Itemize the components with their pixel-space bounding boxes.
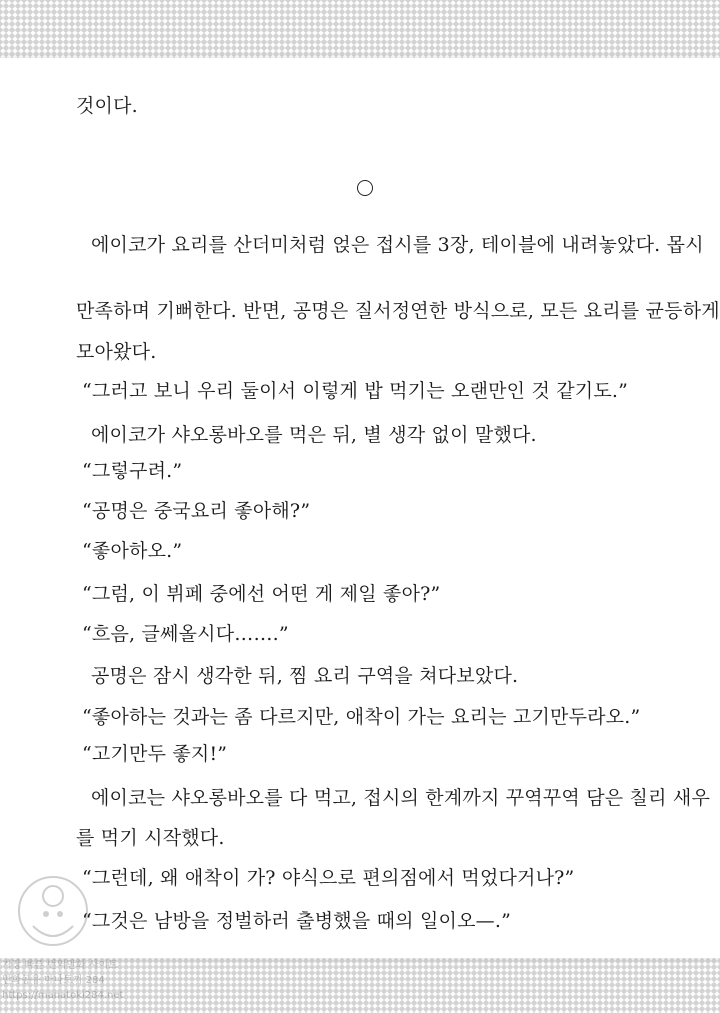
text-line: “그것은 남방을 정벌하러 출병했을 때의 일이오—.” bbox=[82, 910, 511, 932]
mascot-logo-icon bbox=[8, 866, 98, 956]
text-line: “고기만두 좋지!” bbox=[82, 743, 228, 765]
decorative-pattern-top bbox=[0, 0, 720, 60]
scene-break-circle-icon bbox=[357, 180, 373, 196]
text-line: 에이코가 샤오롱바오를 먹은 뒤, 별 생각 없이 말했다. bbox=[91, 424, 537, 446]
watermark-line: 가장 빠른 번역만화 사이트 bbox=[2, 960, 118, 971]
text-line: 에이코는 샤오롱바오를 다 먹고, 접시의 한계까지 꾸역꾸역 담은 칠리 새우 bbox=[91, 787, 711, 809]
text-line: 공명은 잠시 생각한 뒤, 찜 요리 구역을 쳐다보았다. bbox=[91, 665, 519, 687]
text-line: “좋아하는 것과는 좀 다르지만, 애착이 가는 요리는 고기만두라오.” bbox=[82, 706, 641, 728]
text-line: 를 먹기 시작했다. bbox=[76, 827, 225, 849]
site-watermark bbox=[0, 860, 124, 1013]
text-line: “공명은 중국요리 좋아해?” bbox=[82, 500, 311, 522]
text-line: “좋아하오.” bbox=[82, 540, 183, 562]
text-line: “그럼, 이 뷔페 중에선 어떤 게 제일 좋아?” bbox=[82, 583, 441, 605]
text-line: “그렇구려.” bbox=[82, 460, 183, 482]
text-line: “그러고 보니 우리 둘이서 이렇게 밥 먹기는 오랜만인 것 같기도.” bbox=[82, 380, 629, 402]
watermark-url: https://manatoki284.net bbox=[2, 990, 124, 1001]
text-line: 만족하며 기뻐한다. 반면, 공명은 질서정연한 방식으로, 모든 요리를 균등하게 bbox=[76, 300, 720, 322]
text-line: 모아왔다. bbox=[76, 341, 157, 363]
text-line: “그런데, 왜 애착이 가? 야식으로 편의점에서 먹었다거나?” bbox=[82, 867, 575, 889]
text-line: 에이코가 요리를 산더미처럼 얹은 접시를 3장, 테이블에 내려놓았다. 몹시 bbox=[91, 234, 704, 256]
watermark-line: 만화공유 마나토끼 284 bbox=[2, 975, 105, 986]
text-line: 것이다. bbox=[76, 95, 138, 117]
text-line: “흐음, 글쎄올시다…….” bbox=[82, 623, 289, 645]
